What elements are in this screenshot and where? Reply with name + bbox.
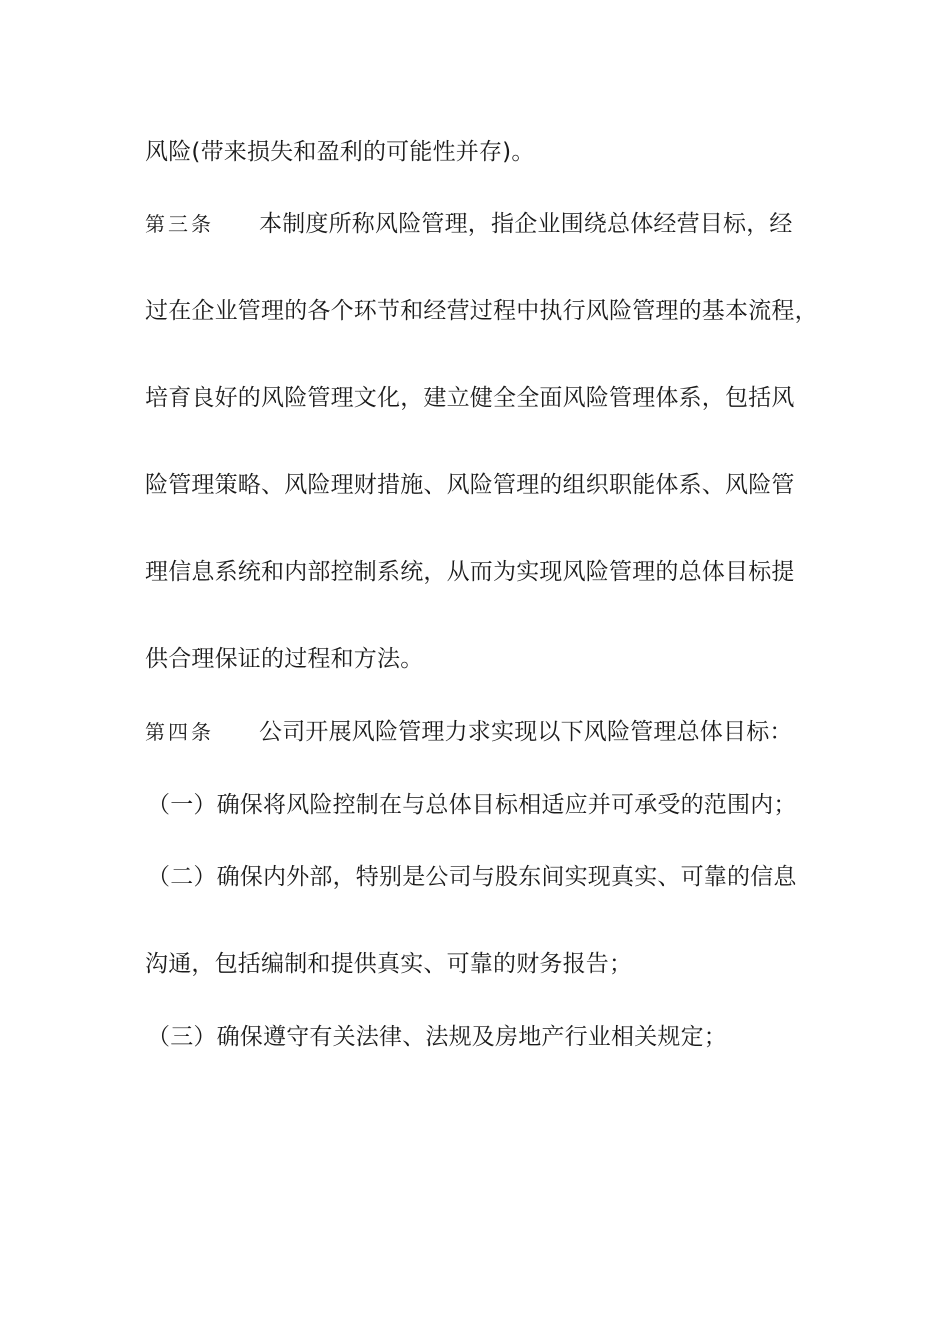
- paragraph-line: 供合理保证的过程和方法。: [145, 646, 424, 672]
- list-item: （一）确保将风险控制在与总体目标相适应并可承受的范围内；: [147, 792, 797, 818]
- article-3-first-line: [145, 209, 793, 239]
- paragraph-line: 沟通，包括编制和提供真实、可靠的财务报告；: [145, 951, 633, 977]
- paragraph-line: 理信息系统和内部控制系统，从而为实现风险管理的总体目标提: [145, 559, 795, 585]
- paragraph-line: 风险(带来损失和盈利的可能性并存)。: [145, 139, 535, 165]
- list-item: （二）确保内外部，特别是公司与股东间实现真实、可靠的信息: [147, 864, 797, 890]
- article-4-text: 公司开展风险管理力求实现以下风险管理总体目标：: [259, 719, 793, 745]
- article-3-label: 第三条: [145, 212, 214, 236]
- article-4-first-line: [145, 717, 793, 747]
- list-item: （三）确保遵守有关法律、法规及房地产行业相关规定；: [147, 1024, 727, 1050]
- article-3-text: 本制度所称风险管理，指企业围绕总体经营目标，经: [259, 211, 793, 237]
- paragraph-line: 培育良好的风险管理文化，建立健全全面风险管理体系，包括风: [145, 385, 795, 411]
- article-4-label: 第四条: [145, 720, 214, 744]
- paragraph-line: 险管理策略、风险理财措施、风险管理的组织职能体系、风险管: [145, 472, 795, 498]
- paragraph-line: 过在企业管理的各个环节和经营过程中执行风险管理的基本流程，: [145, 298, 818, 324]
